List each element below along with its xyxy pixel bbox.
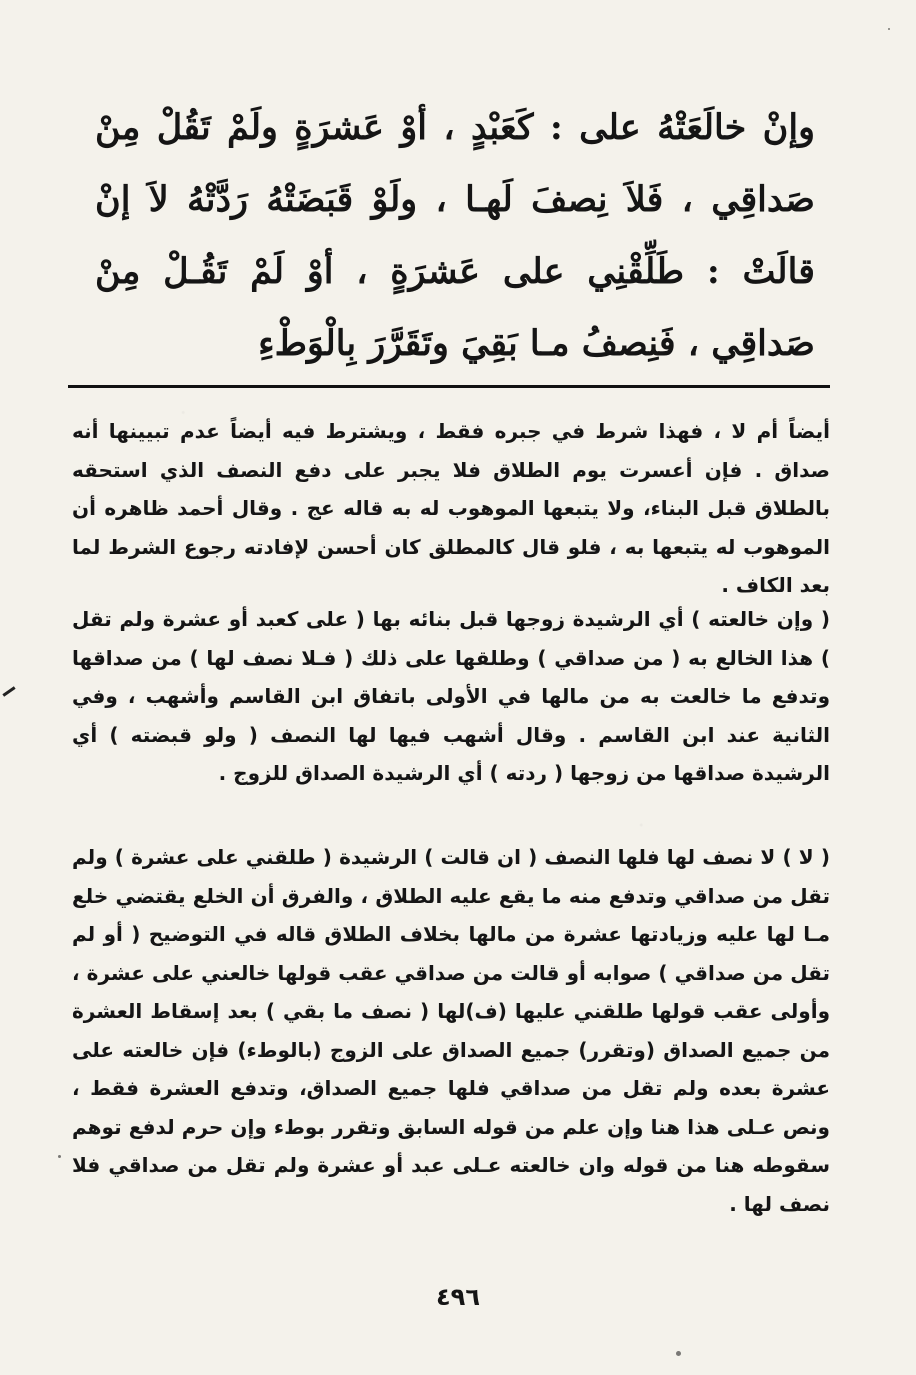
main-text: وإنْ خالَعَتْهُ على : كَعَبْدٍ ، أوْ عَشرَةٍ ولَمْ تَقُلْ مِنْ صَداقِي ، فَلاَ نِصفَ لَهـا ، ولَوْ قَبَضَتْهُ رَدَّتْهُ لاَ إنْ قالَتْ : طَلِّقْنِي على عَشرَةٍ ، أوْ لَمْ تَقُـلْ مِنْ صَداقِي ، فَنِصفُ مـا بَقِيَ وتَقَرَّرَ بِالْوَطْءِ — [95, 107, 815, 364]
separator-rule — [68, 385, 830, 388]
commentary-paragraph-2 — [72, 600, 830, 793]
commentary-text: ( لا ) لا نصف لها فلها النصف ( ان قالت ) الرشيدة ( طلقني على عشرة ) ولم تقل من صداقي وتدفع منه ما يقع عليه الطلاق ، والفرق أن الخلع يقتضي خلع مـا لها عليه وزيادتها عشرة من مالها بخلاف الطلاق قاله في التوضيح ( أو لم تقل من صداقي ) صوابه أو قالت من صداقي عقب قولها خالعني على عشرة ، وأولى عقب قولها طلقني عليها (ف)لها ( نصف ما بقي ) بعد إسقاط العشرة من جميع الصداق (وتقرر) جميع الصداق على الزوج (بالوطء) فإن خالعته على عشرة بعده ولم تقل من صداقي فلها جميع الصداق، وتدفع العشرة فقط ، ونص عـلى هذا هنا وإن علم من قوله السابق وتقرر بوطء وإن حرم لدفع توهم سقوطه هنا من قوله وان خالعته عـلى عبد أو عشرة ولم تقل من صداقي فلا نصف لها . — [72, 845, 830, 1216]
commentary-text: ( وإن خالعته ) أي الرشيدة زوجها قبل بنائه بها ( على كعبد أو عشرة ولم تقل ) هذا الخالع به ( من صداقي ) وطلقها على ذلك ( فـلا نصف لها ) من صداقها وتدفع ما خالعت به من مالها في الأولى باتفاق ابن القاسم وأشهب ، وفي الثانية عند ابن القاسم . وقال أشهب فيها لها النصف ( ولو قبضته ) أي الرشيدة صداقها من زوجها ( ردته ) أي الرشيدة الصداق للزوج . — [72, 607, 830, 785]
ink-speck — [888, 28, 890, 30]
commentary-paragraph-3 — [72, 838, 830, 1223]
commentary-paragraph-1 — [72, 412, 830, 605]
page-number: ٤٩٦ — [436, 1283, 480, 1311]
margin-mark — [2, 686, 15, 696]
ink-speck — [676, 1351, 681, 1356]
ink-speck — [58, 1155, 61, 1158]
commentary-text: أيضاً أم لا ، فهذا شرط في جبره فقط ، ويشترط فيه أيضاً عدم تبيينها أنه صداق . فإن أعسرت يوم الطلاق فلا يجبر على دفع النصف الذي استحقه بالطلاق قبل البناء، ولا يتبعها الموهوب له به قاله عج . وقال أحمد ظاهره أن الموهوب له يتبعها به ، فلو قال كالمطلق كان أحسن لإفادته رجوع الشرط لما بعد الكاف . — [72, 419, 830, 597]
